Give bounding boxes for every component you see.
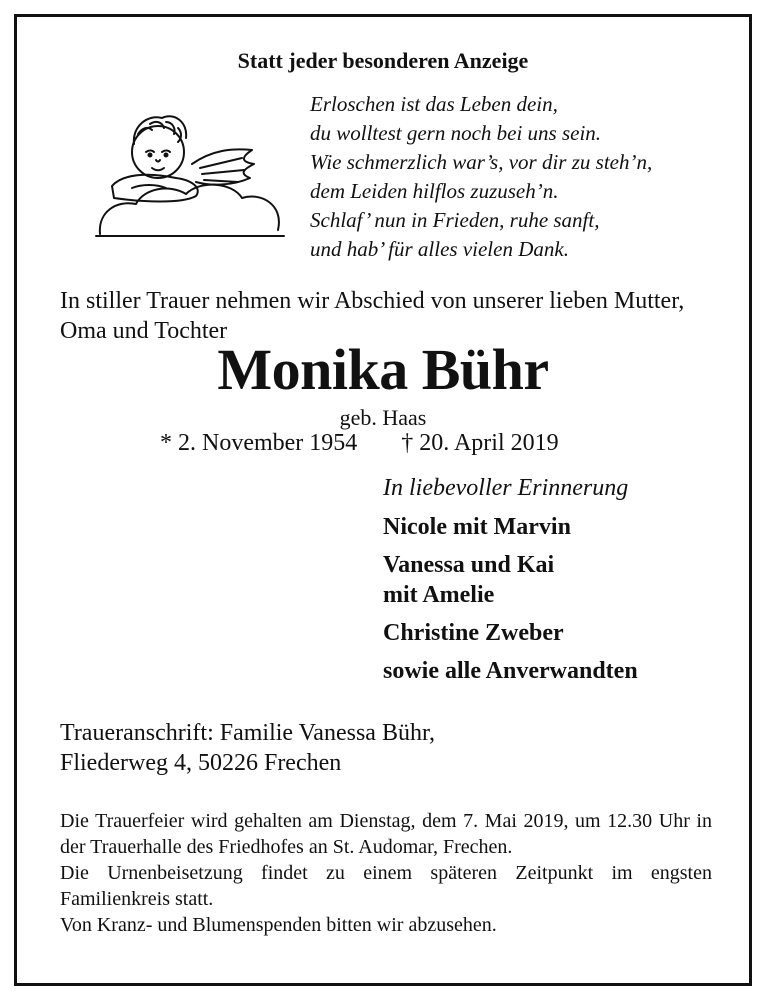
maiden-name: geb. Haas <box>339 405 427 430</box>
ceremony-notes <box>60 808 712 938</box>
address-line: Traueranschrift: Familie Vanessa Bühr, <box>60 720 435 746</box>
remembrance-line: In liebevoller Erinnerung <box>383 475 629 501</box>
mourners-list <box>383 512 638 686</box>
address-line: Fliederweg 4, 50226 Frechen <box>60 750 342 776</box>
poem-line: dem Leiden hilflos zuzuseh’n. <box>310 179 559 203</box>
flowers-note: Von Kranz- und Blumenspenden bitten wir abzusehen. <box>60 914 497 936</box>
mourning-address <box>60 718 435 778</box>
mourner: Nicole mit Marvin <box>383 514 571 540</box>
mourner: Christine Zweber <box>383 620 564 646</box>
mourner: mit Amelie <box>383 582 495 608</box>
ceremony-note: Die Trauerfeier wird gehalten am Dienstag, dem 7. Mai 2019, um 12.30 Uhr in der Trauerhalle des Friedhofes an St. Audomar, Frechen. <box>60 810 712 858</box>
notice-header: Statt jeder besonderen Anzeige <box>237 48 529 73</box>
life-dates <box>160 430 559 457</box>
poem-line: Wie schmerzlich war’s, vor dir zu steh’n, <box>310 150 653 174</box>
poem-line: du wolltest gern noch bei uns sein. <box>310 121 602 145</box>
poem-line: Erloschen ist das Leben dein, <box>310 92 558 116</box>
poem-line: und hab’ für alles vielen Dank. <box>310 237 569 261</box>
mourner: sowie alle Anverwandten <box>383 658 638 684</box>
birth-date: * 2. November 1954 <box>160 430 358 456</box>
poem-line: Schlaf’ nun in Frieden, ruhe sanft, <box>310 208 600 232</box>
intro-text: In stiller Trauer nehmen wir Abschied von unserer lieben Mutter, Oma und Tochter <box>60 288 685 344</box>
deceased-name: Monika Bühr <box>217 337 549 402</box>
mourner: Vanessa und Kai <box>383 552 555 578</box>
urn-note: Die Urnenbeisetzung findet zu einem späteren Zeitpunkt im engsten Familienkreis statt. <box>60 862 712 910</box>
death-date: † 20. April 2019 <box>401 430 559 456</box>
angel-on-cloud-icon <box>92 108 288 244</box>
poem <box>310 90 652 264</box>
